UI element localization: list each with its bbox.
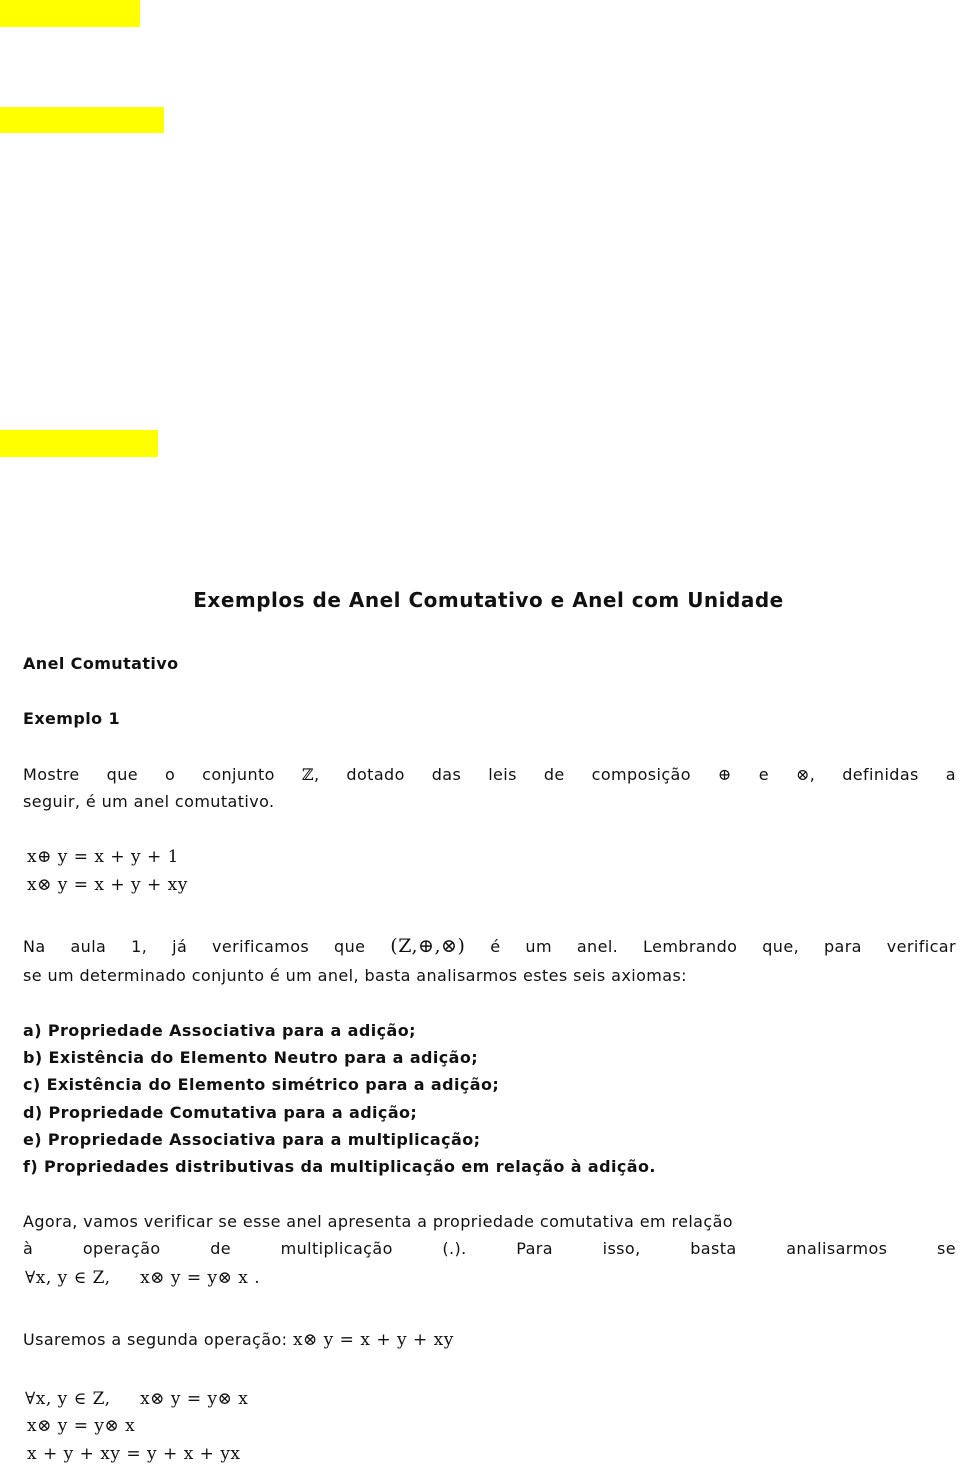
axiom-f: f) Propriedades distributivas da multiplicação em relação à adição. xyxy=(23,1157,656,1176)
intro-text-3: e xyxy=(758,765,769,784)
verify-math: ∀x, y ∈ Z, x⊗ y = y⊗ x . xyxy=(25,1268,261,1288)
definition-times: x⊗ y = x + y + xy xyxy=(27,875,188,895)
op-times-symbol: ⊗ xyxy=(795,765,810,784)
intro-text-1: Mostre que o conjunto xyxy=(23,765,275,784)
page-title: Exemplos de Anel Comutativo e Anel com Unidade xyxy=(193,588,784,612)
highlight-bar-2 xyxy=(0,107,164,133)
aula-text-2: é um anel. Lembrando que, para verificar xyxy=(490,937,956,956)
axiom-e: e) Propriedade Associativa para a multiplicação; xyxy=(23,1130,481,1149)
verify-line-2: à operação de multiplicação (.). Para isso, basta analisarmos se xyxy=(23,1239,956,1258)
axiom-d: d) Propriedade Comutativa para a adição; xyxy=(23,1103,418,1122)
verify-line-1: Agora, vamos verificar se esse anel apresenta a propriedade comutativa em relação xyxy=(23,1212,733,1231)
axiom-a: a) Propriedade Associativa para a adição; xyxy=(23,1021,416,1040)
highlight-bar-3 xyxy=(0,430,158,457)
derivation-line-2: x⊗ y = y⊗ x xyxy=(27,1416,136,1436)
derivation-line-3: x + y + xy = y + x + yx xyxy=(27,1444,241,1464)
set-symbol: ℤ xyxy=(301,765,314,784)
intro-text-2: , dotado das leis de composição xyxy=(313,765,691,784)
section-heading: Anel Comutativo xyxy=(23,654,179,673)
aula-line-1 xyxy=(23,933,956,960)
derivation-line-1: ∀x, y ∈ Z, x⊗ y = y⊗ x xyxy=(25,1389,249,1409)
second-op-text: Usaremos a segunda operação: xyxy=(23,1330,288,1349)
intro-line-1 xyxy=(23,761,956,788)
axiom-c: c) Existência do Elemento simétrico para a adição; xyxy=(23,1075,500,1094)
aula-line-2: se um determinado conjunto é um anel, basta analisarmos estes seis axiomas: xyxy=(23,966,687,985)
axiom-b: b) Existência do Elemento Neutro para a adição; xyxy=(23,1048,479,1067)
intro-text-4: , definidas a xyxy=(809,765,956,784)
highlight-bar-1 xyxy=(0,0,140,27)
aula-math: (Z,⊕,⊗) xyxy=(390,935,466,957)
aula-text-1: Na aula 1, já verificamos que xyxy=(23,937,366,956)
second-op-line xyxy=(23,1326,454,1354)
op-plus-symbol: ⊕ xyxy=(717,765,732,784)
second-op-math: x⊗ y = x + y + xy xyxy=(292,1330,454,1350)
example-label: Exemplo 1 xyxy=(23,709,121,728)
intro-line-2: seguir, é um anel comutativo. xyxy=(23,792,275,811)
definition-plus: x⊕ y = x + y + 1 xyxy=(27,847,180,867)
